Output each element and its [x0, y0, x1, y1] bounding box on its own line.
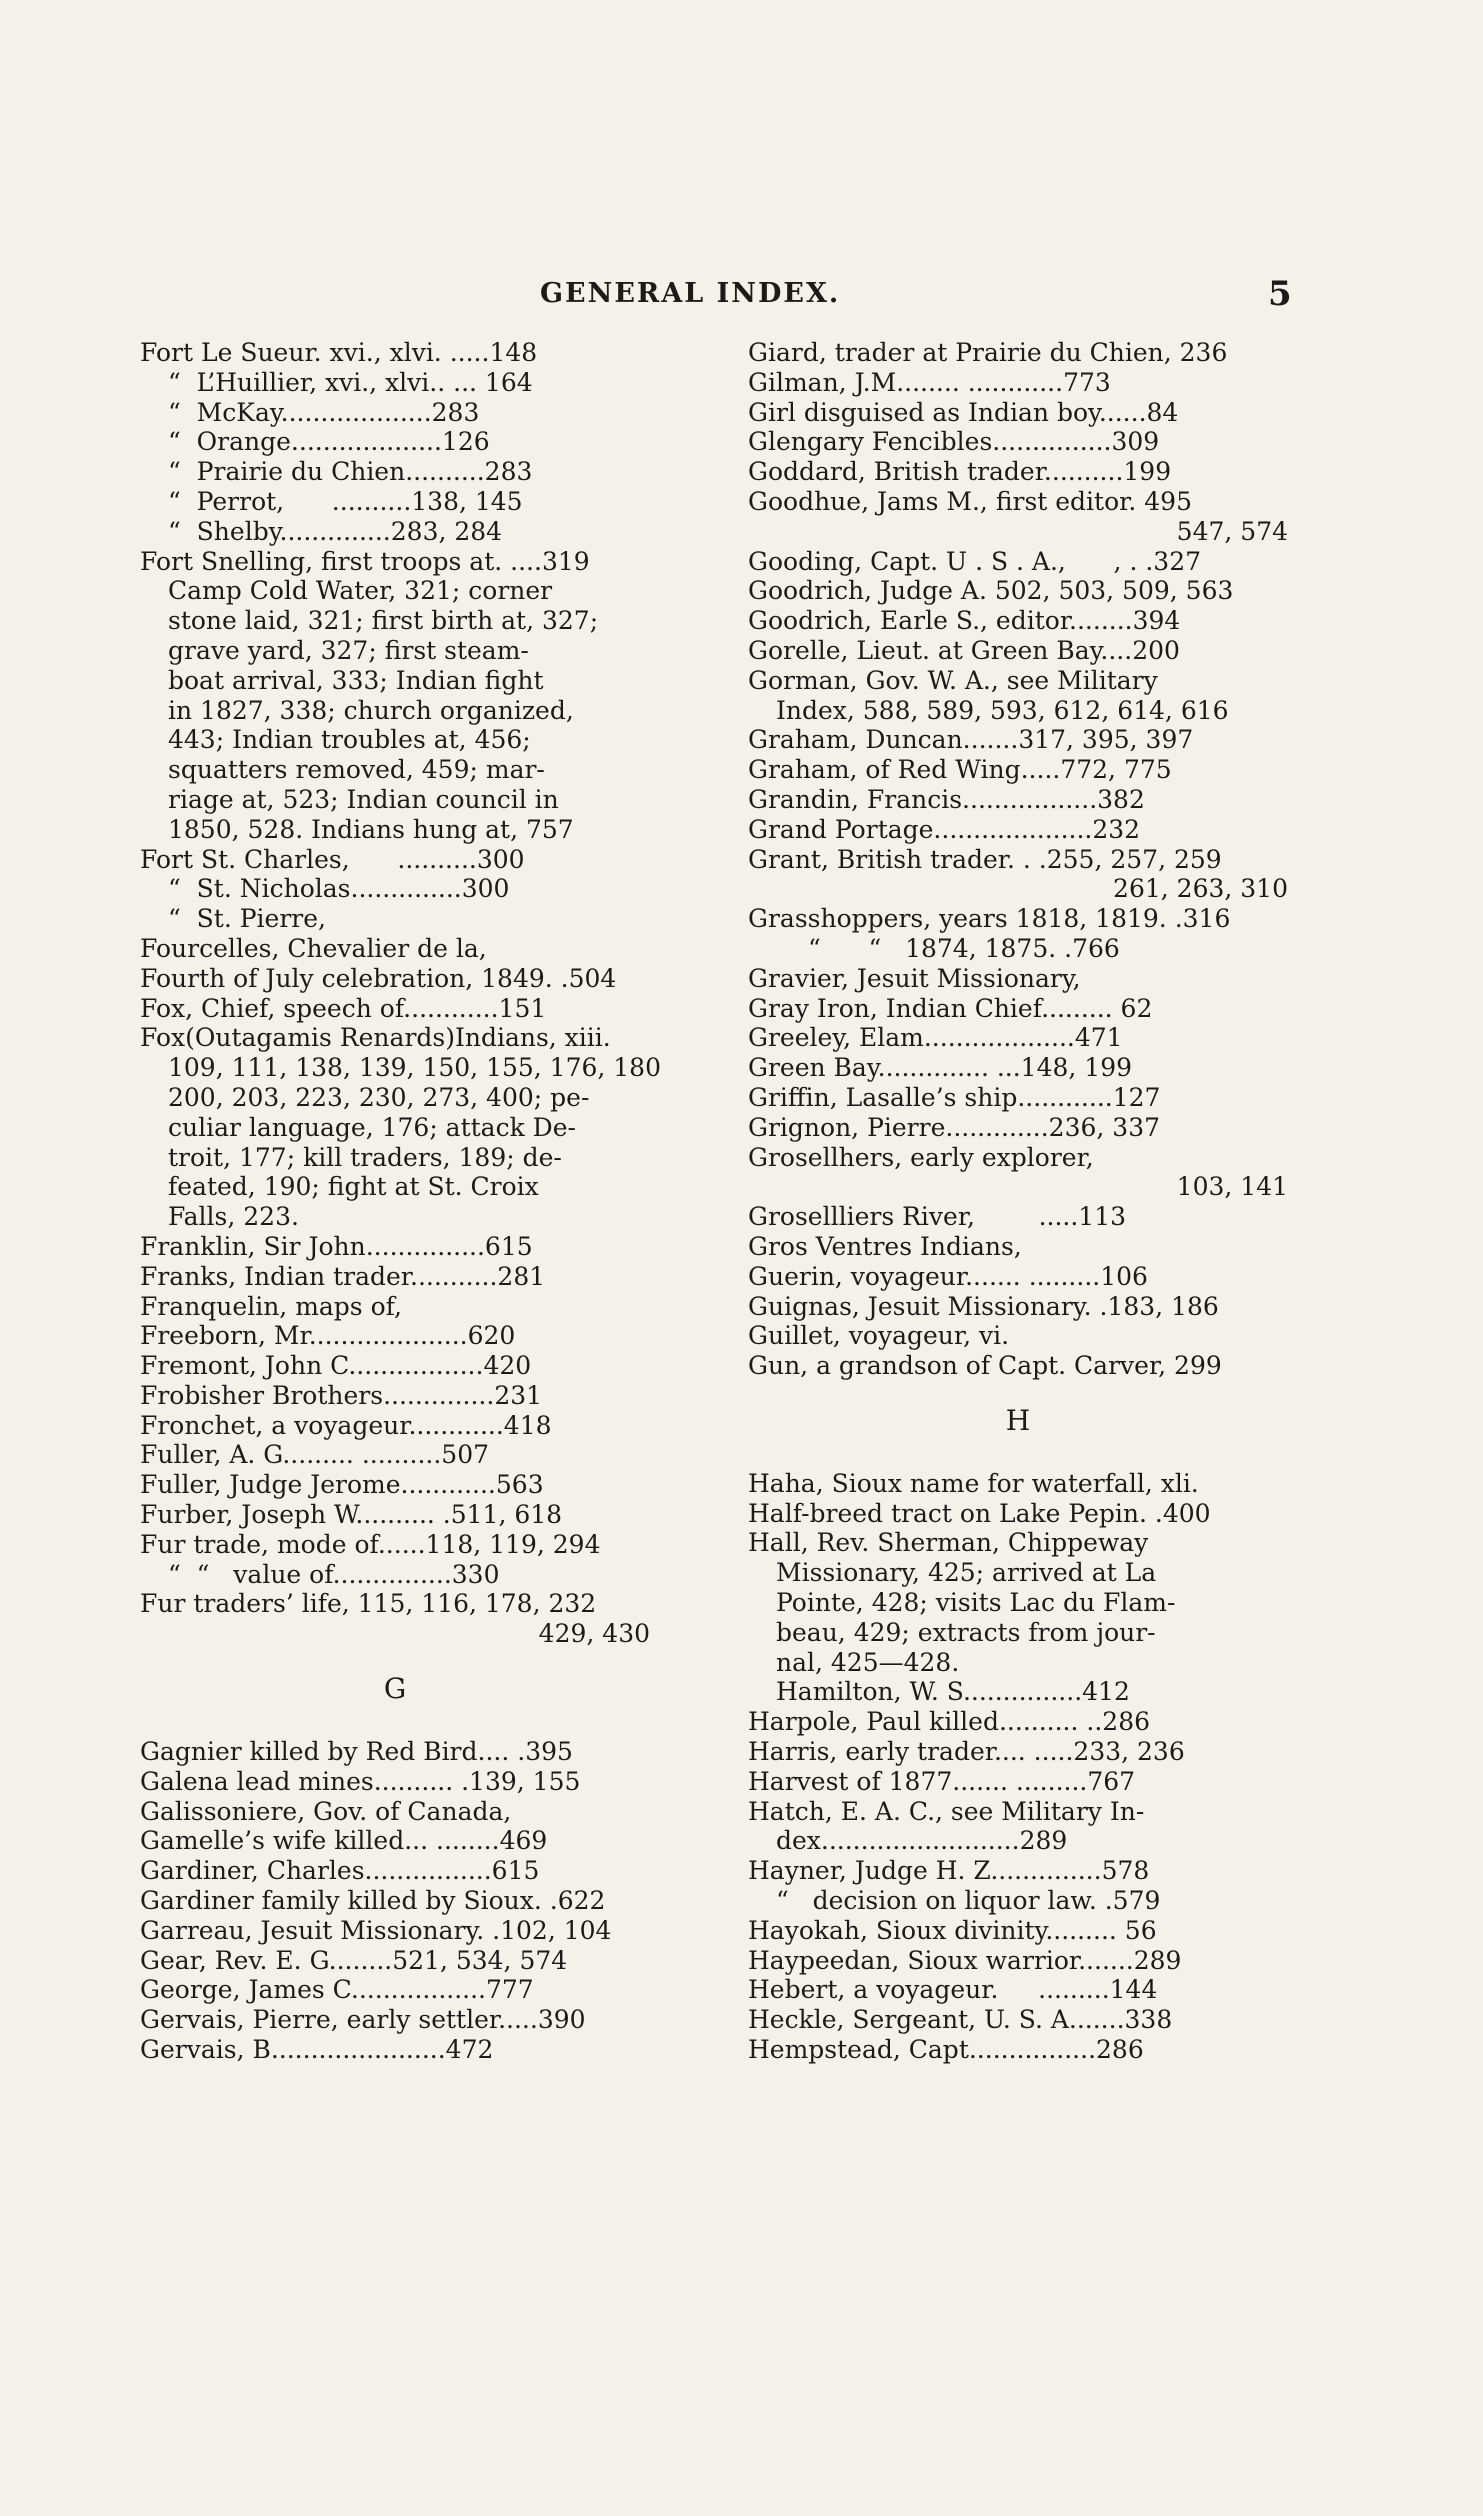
index-entry-line: Gear, Rev. E. G........521, 534, 574	[140, 1945, 568, 1975]
index-entry-line: Fox(Outagamis Renards)Indians, xiii.	[140, 1023, 611, 1053]
index-entry-line: Garreau, Jesuit Missionary. .102, 104	[140, 1915, 612, 1945]
index-entry-line: Hayokah, Sioux divinity......... 56	[748, 1915, 1157, 1945]
index-entry-line: Galissoniere, Gov. of Canada,	[140, 1796, 512, 1826]
index-entry-line: Green Bay.............. ...148, 199	[748, 1053, 1133, 1083]
index-entry-line: beau, 429; extracts from jour-	[776, 1617, 1156, 1647]
index-entry-line: 200, 203, 223, 230, 273, 400; pe-	[168, 1082, 590, 1112]
index-entry-line: Goddard, British trader..........199	[748, 457, 1172, 487]
index-entry-line: Half-breed tract on Lake Pepin. .400	[748, 1498, 1211, 1528]
index-entry-line: Gros Ventres Indians,	[748, 1231, 1022, 1261]
index-entry-line: “ Perrot, ..........138, 145	[168, 486, 523, 516]
section-letter-heading: G	[383, 1672, 407, 1706]
index-entry-line: Guerin, voyageur....... .........106	[748, 1261, 1148, 1291]
index-entry-line: troit, 177; kill traders, 189; de-	[168, 1142, 562, 1172]
index-entry-line: “ “ 1874, 1875. .766	[808, 933, 1120, 963]
index-entry-line: Glengary Fencibles...............309	[748, 427, 1160, 457]
index-entry-line: Graham, of Red Wing.....772, 775	[748, 755, 1172, 785]
index-entry-line: 547, 574	[1176, 516, 1288, 546]
index-entry-line: Fuller, A. G......... ..........507	[140, 1440, 490, 1470]
index-entry-line: Harpole, Paul killed.......... ..286	[748, 1707, 1151, 1737]
index-entry-line: Camp Cold Water, 321; corner	[168, 576, 553, 606]
index-entry-line: in 1827, 338; church organized,	[168, 695, 574, 725]
index-entry-line: Franquelin, maps of,	[140, 1291, 402, 1321]
index-entry-line: Gravier, Jesuit Missionary,	[748, 963, 1081, 993]
index-entry-line: 261, 263, 310	[1113, 874, 1288, 904]
index-entry-line: Falls, 223.	[168, 1202, 299, 1232]
index-entry-line: Guillet, voyageur, vi.	[748, 1321, 1010, 1351]
index-entry-line: “ decision on liquor law. .579	[776, 1886, 1161, 1916]
index-entry-line: “ St. Nicholas..............300	[168, 874, 510, 904]
index-entry-line: Gorelle, Lieut. at Green Bay....200	[748, 635, 1180, 665]
index-entry-line: Grandin, Francis.................382	[748, 784, 1145, 814]
index-entry-line: feated, 190; fight at St. Croix	[168, 1172, 539, 1202]
index-entry-line: riage at, 523; Indian council in	[168, 784, 559, 814]
index-entry-line: Gooding, Capt. U . S . A., , . .327	[748, 546, 1202, 576]
index-entry-line: Gardiner family killed by Sioux. .622	[140, 1886, 606, 1916]
index-entry-line: Goodrich, Earle S., editor........394	[748, 606, 1181, 636]
index-entry-line: Furber, Joseph W.......... .511, 618	[140, 1500, 563, 1530]
index-entry-line: “ Prairie du Chien..........283	[168, 457, 533, 487]
index-entry-line: 443; Indian troubles at, 456;	[168, 725, 531, 755]
index-entry-line: Franklin, Sir John...............615	[140, 1231, 533, 1261]
index-entry-line: Hebert, a voyageur. .........144	[748, 1975, 1158, 2005]
index-entry-line: Freeborn, Mr....................620	[140, 1321, 516, 1351]
index-entry-line: Grosellhers, early explorer,	[748, 1142, 1094, 1172]
index-entry-line: Pointe, 428; visits Lac du Flam-	[776, 1588, 1176, 1618]
index-entry-line: Grosellliers River, .....113	[748, 1202, 1127, 1232]
index-entry-line: Fox, Chief, speech of............151	[140, 993, 547, 1023]
index-entry-line: Fuller, Judge Jerome............563	[140, 1470, 544, 1500]
index-entry-line: Fur traders’ life, 115, 116, 178, 232	[140, 1589, 597, 1619]
index-entry-line: 109, 111, 138, 139, 150, 155, 176, 180	[168, 1053, 661, 1083]
index-entry-line: “ Shelby..............283, 284	[168, 516, 503, 546]
index-entry-line: 1850, 528. Indians hung at, 757	[168, 814, 574, 844]
index-entry-line: Fronchet, a voyageur............418	[140, 1410, 552, 1440]
index-entry-line: Hamilton, W. S...............412	[776, 1677, 1130, 1707]
index-entry-line: Hayner, Judge H. Z..............578	[748, 1856, 1150, 1886]
index-entry-line: Haha, Sioux name for waterfall, xli.	[748, 1468, 1199, 1498]
index-entry-line: Fort Le Sueur. xvi., xlvi. .....148	[140, 338, 538, 367]
index-entry-line: Hatch, E. A. C., see Military In-	[748, 1796, 1145, 1826]
index-entry-line: Girl disguised as Indian boy......84	[748, 397, 1179, 427]
index-entry-line: Graham, Duncan.......317, 395, 397	[748, 725, 1194, 755]
index-entry-line: Galena lead mines.......... .139, 155	[140, 1766, 581, 1796]
index-entry-line: “ St. Pierre,	[168, 904, 326, 934]
page-number: 5	[1268, 274, 1292, 314]
index-entry-line: Grant, British trader. . .255, 257, 259	[748, 844, 1222, 874]
index-entry-line: Guignas, Jesuit Missionary. .183, 186	[748, 1291, 1219, 1321]
index-entry-line: boat arrival, 333; Indian fight	[168, 665, 544, 695]
index-entry-line: “ McKay...................283	[168, 397, 480, 427]
index-entry-line: Gray Iron, Indian Chief......... 62	[748, 993, 1153, 1023]
index-entry-line: Griffin, Lasalle’s ship............127	[748, 1082, 1161, 1112]
index-entry-line: George, James C.................777	[140, 1975, 534, 2005]
right-index-column	[748, 338, 1288, 2065]
index-entry-line: 429, 430	[538, 1619, 650, 1649]
index-entry-line: squatters removed, 459; mar-	[168, 755, 545, 785]
index-entry-line: Harvest of 1877....... .........767	[748, 1766, 1136, 1796]
index-entry-line: Grand Portage....................232	[748, 814, 1141, 844]
index-entry-line: Gamelle’s wife killed... ........469	[140, 1826, 548, 1856]
index-entry-line: Grignon, Pierre.............236, 337	[748, 1112, 1161, 1142]
index-entry-line: stone laid, 321; first birth at, 327;	[168, 606, 599, 636]
index-entry-line: Harris, early trader.... .....233, 236	[748, 1737, 1185, 1767]
index-entry-line: Missionary, 425; arrived at La	[776, 1558, 1157, 1588]
index-entry-line: grave yard, 327; first steam-	[168, 635, 529, 665]
index-entry-line: Fur trade, mode of......118, 119, 294	[140, 1529, 601, 1559]
index-entry-line: Gagnier killed by Red Bird.... .395	[140, 1737, 573, 1767]
index-entry-line: “ “ value of...............330	[168, 1559, 500, 1589]
index-entry-line: “ L’Huillier, xvi., xlvi.. ... 164	[168, 367, 533, 397]
index-entry-line: Fort St. Charles, ..........300	[140, 844, 525, 874]
page-header	[0, 274, 1483, 318]
index-entry-line: Gervais, Pierre, early settler.....390	[140, 2005, 586, 2035]
index-entry-line: Greeley, Elam...................471	[748, 1023, 1123, 1053]
index-entry-line: Gilman, J.M........ ............773	[748, 367, 1111, 397]
page-title: GENERAL INDEX.	[540, 278, 841, 309]
index-entry-line: Gardiner, Charles................615	[140, 1856, 540, 1886]
index-entry-line: Haypeedan, Sioux warrior.......289	[748, 1945, 1182, 1975]
index-entry-line: Hempstead, Capt................286	[748, 2035, 1144, 2065]
index-entry-line: Fort Snelling, first troops at. ....319	[140, 546, 590, 576]
index-entry-line: Goodrich, Judge A. 502, 503, 509, 563	[748, 576, 1234, 606]
index-entry-line: Gorman, Gov. W. A., see Military	[748, 665, 1158, 695]
index-entry-line: “ Orange...................126	[168, 427, 490, 457]
index-entry-line: culiar language, 176; attack De-	[168, 1112, 576, 1142]
index-entry-line: Grasshoppers, years 1818, 1819. .316	[748, 904, 1231, 934]
index-entry-line: Heckle, Sergeant, U. S. A.......338	[748, 2005, 1173, 2035]
index-entry-line: Fourcelles, Chevalier de la,	[140, 933, 487, 963]
index-entry-line: Frobisher Brothers..............231	[140, 1380, 543, 1410]
index-entry-line: Fourth of July celebration, 1849. .504	[140, 963, 617, 993]
index-entry-line: Giard, trader at Prairie du Chien, 236	[748, 338, 1228, 367]
index-entry-line: Fremont, John C.................420	[140, 1351, 532, 1381]
index-entry-line: Gervais, B......................472	[140, 2035, 494, 2065]
index-entry-line: Index, 588, 589, 593, 612, 614, 616	[776, 695, 1229, 725]
index-entry-line: 103, 141	[1176, 1172, 1288, 1202]
index-entry-line: Franks, Indian trader...........281	[140, 1261, 546, 1291]
left-index-column	[140, 338, 661, 2065]
section-letter-heading: H	[1005, 1403, 1031, 1437]
index-entry-line: nal, 425—428.	[776, 1647, 960, 1677]
index-entry-line: Gun, a grandson of Capt. Carver, 299	[748, 1351, 1222, 1381]
index-entry-line: dex.........................289	[776, 1826, 1068, 1856]
index-entry-line: Goodhue, Jams M., first editor. 495	[748, 486, 1192, 516]
index-entry-line: Hall, Rev. Sherman, Chippeway	[748, 1528, 1149, 1558]
